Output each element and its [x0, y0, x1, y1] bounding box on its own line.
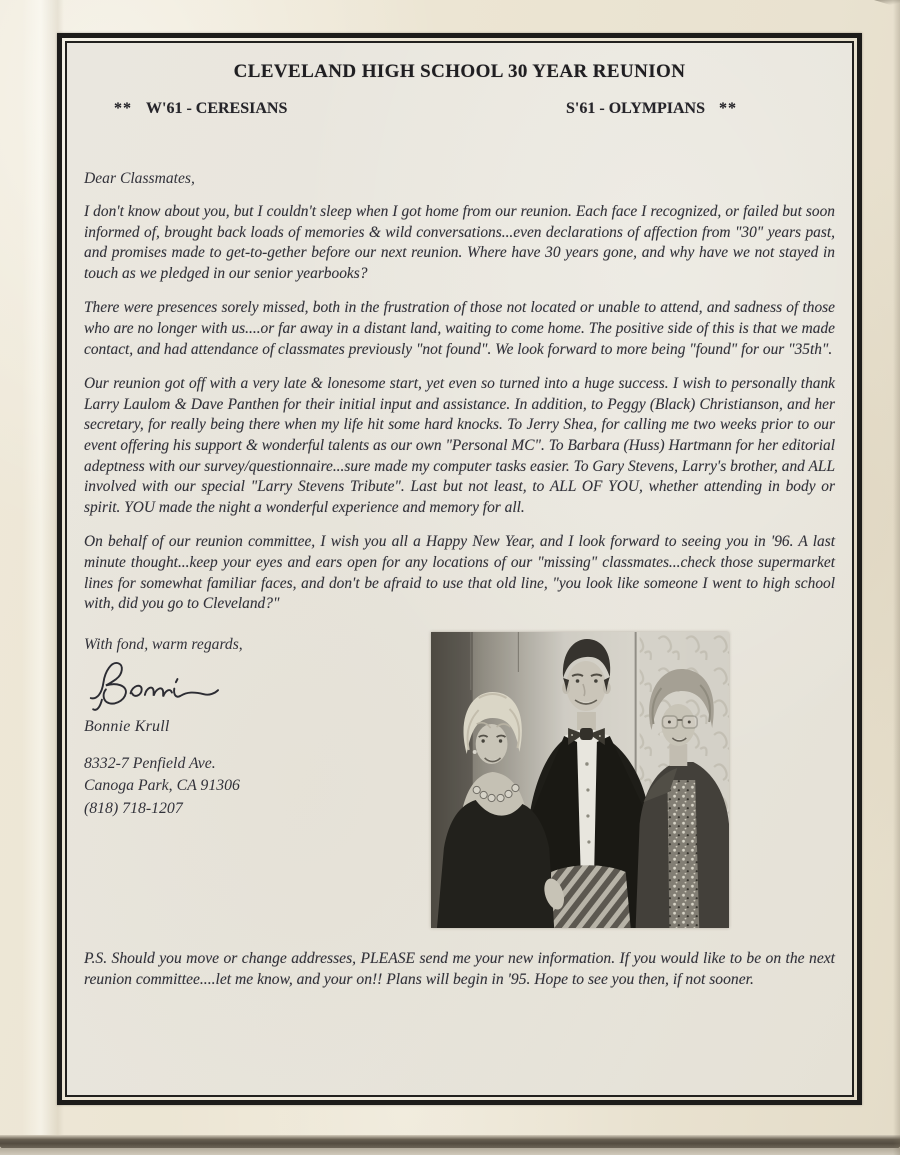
address-street: 8332-7 Penfield Ave.	[84, 754, 216, 772]
winter-class-text: W'61 - CERESIANS	[146, 100, 288, 117]
letter-title: CLEVELAND HIGH SCHOOL 30 YEAR REUNION	[233, 61, 686, 82]
letter-content	[67, 43, 852, 1095]
asterisks-left: **	[114, 100, 132, 117]
class-designations-row	[84, 100, 835, 118]
scan-edge-surface	[0, 1148, 900, 1155]
address-city: Canoga Park, CA 91306	[84, 777, 240, 795]
letter-border-frame	[57, 33, 862, 1105]
scan-right-shadow	[893, 0, 900, 1155]
closing-line: With fond, warm regards,	[84, 635, 243, 653]
phone-number: (818) 718-1207	[84, 799, 183, 817]
postscript: P.S. Should you move or change addresses, PLEASE send me your new information. If you would like to be on the next reunion committee....let me know, and your on!! Plans will begin in '95. Hope to see you then, if not sooner.	[84, 949, 835, 988]
sender-name: Bonnie Krull	[84, 717, 170, 735]
signature-block	[84, 630, 431, 928]
scan-edge-shadow	[0, 1135, 900, 1148]
handwritten-signature-bonnie	[86, 658, 261, 716]
paragraph-1: I don't know about you, but I couldn't sleep when I got home from our reunion. Each face I recognized, or failed but soon informed of, brought back loads of memories & wild conversations...even declarations of affection from "30" years past, and promises made to get-to-gether before our next reunion. Where have 30 years gone, and why have we not stayed in touch as we pledged in our senior yearbooks?	[84, 203, 835, 282]
summer-class-label	[566, 100, 737, 118]
signature-and-photo-row	[84, 630, 835, 928]
salutation: Dear Classmates,	[84, 170, 195, 187]
paragraph-4: On behalf of our reunion committee, I wish you all a Happy New Year, and I look forward to seeing you in '96. A last minute thought...keep your eyes and ears open for any locations of our "missing" classmates...check those supermarket lines for somewhat familiar faces, and don't be afraid to use that old line, "you look like someone I went to high school with, did you go to Cleveland?"	[84, 533, 835, 613]
asterisks-right: **	[719, 100, 737, 117]
summer-class-text: S'61 - OLYMPIANS	[566, 100, 705, 117]
paragraph-3: Our reunion got off with a very late & lonesome start, yet even so turned into a huge success. I wish to personally thank Larry Laulom & Dave Panthen for their initial input and assistance. In addition, to Peggy (Black) Christianson, and her secretary, for really being there when my life hit some hard knocks. To Jerry Shea, for calling me two weeks prior to our event offering his support & wonderful talents as our own "Personal MC". To Barbara (Huss) Hartmann for her editorial adeptness with our survey/questionnaire...sure made my computer tasks easier. To Gary Stevens, Larry's brother, and ALL involved with our special "Larry Stevens Tribute". Last but not least, to ALL OF YOU, whether attending in body or spirit. YOU made the night a wonderful experience and memory for all.	[84, 375, 835, 516]
reunion-photo	[431, 632, 729, 928]
winter-class-label	[114, 100, 287, 118]
paragraph-2: There were presences sorely missed, both in the frustration of those not located or unable to attend, and sadness of those who are no longer with us....or far away in a distant land, waiting to come home. The positive side of this is that we made contact, and had attendance of classmates previously "not found". We look forward to more being "found" for our "35th".	[84, 299, 835, 358]
sender-address	[84, 753, 431, 821]
letter-inner-frame	[65, 41, 854, 1097]
